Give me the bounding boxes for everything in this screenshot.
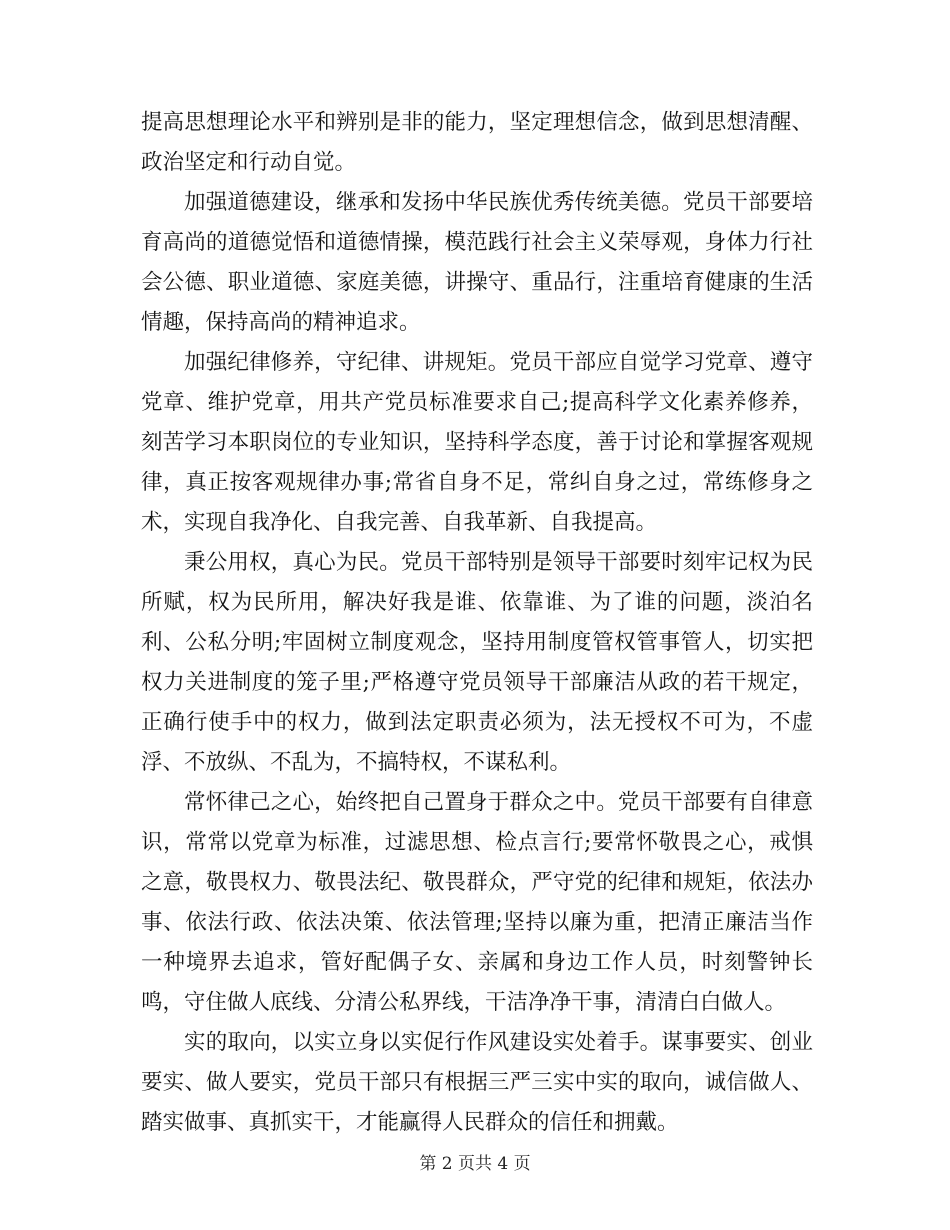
document-body: [141, 103, 813, 1143]
paragraph-2: 加强道德建设，继承和发扬中华民族优秀传统美德。党员干部要培育高尚的道德觉悟和道德情操，模范践行社会主义荣辱观，身体力行社会公德、职业道德、家庭美德，讲操守、重品行，注重培育健康的生活情趣，保持高尚的精神追求。: [141, 190, 813, 335]
paragraph-4: 秉公用权，真心为民。党员干部特别是领导干部要时刻牢记权为民所赋，权为民所用，解决好我是谁、依靠谁、为了谁的问题，淡泊名利、公私分明;牢固树立制度观念，坚持用制度管权管事管人，切实把权力关进制度的笼子里;严格遵守党员领导干部廉洁从政的若干规定，正确行使手中的权力，做到法定职责必须为，法无授权不可为，不虚浮、不放纵、不乱为，不搞特权，不谋私利。: [141, 550, 813, 775]
paragraph-6: 实的取向，以实立身以实促行作风建设实处着手。谋事要实、创业要实、做人要实，党员干部只有根据三严三实中实的取向，诚信做人、踏实做事、真抓实干，才能赢得人民群众的信任和拥戴。: [141, 1030, 813, 1135]
paragraph-1: 提高思想理论水平和辨别是非的能力，坚定理想信念，做到思想清醒、政治坚定和行动自觉。: [141, 110, 813, 175]
page-footer: 第 2 页共 4 页: [419, 1154, 531, 1174]
paragraph-3: 加强纪律修养，守纪律、讲规矩。党员干部应自觉学习党章、遵守党章、维护党章，用共产党员标准要求自己;提高科学文化素养修养，刻苦学习本职岗位的专业知识，坚持科学态度，善于讨论和掌握客观规律，真正按客观规律办事;常省自身不足，常纠自身之过，常练修身之术，实现自我净化、自我完善、自我革新、自我提高。: [141, 350, 813, 535]
paragraph-5: 常怀律己之心，始终把自己置身于群众之中。党员干部要有自律意识，常常以党章为标准，过滤思想、检点言行;要常怀敬畏之心，戒惧之意，敬畏权力、敬畏法纪、敬畏群众，严守党的纪律和规矩，依法办事、依法行政、依法决策、依法管理;坚持以廉为重，把清正廉洁当作一种境界去追求，管好配偶子女、亲属和身边工作人员，时刻警钟长鸣，守住做人底线、分清公私界线，干洁净净干事，清清白白做人。: [141, 790, 813, 1015]
